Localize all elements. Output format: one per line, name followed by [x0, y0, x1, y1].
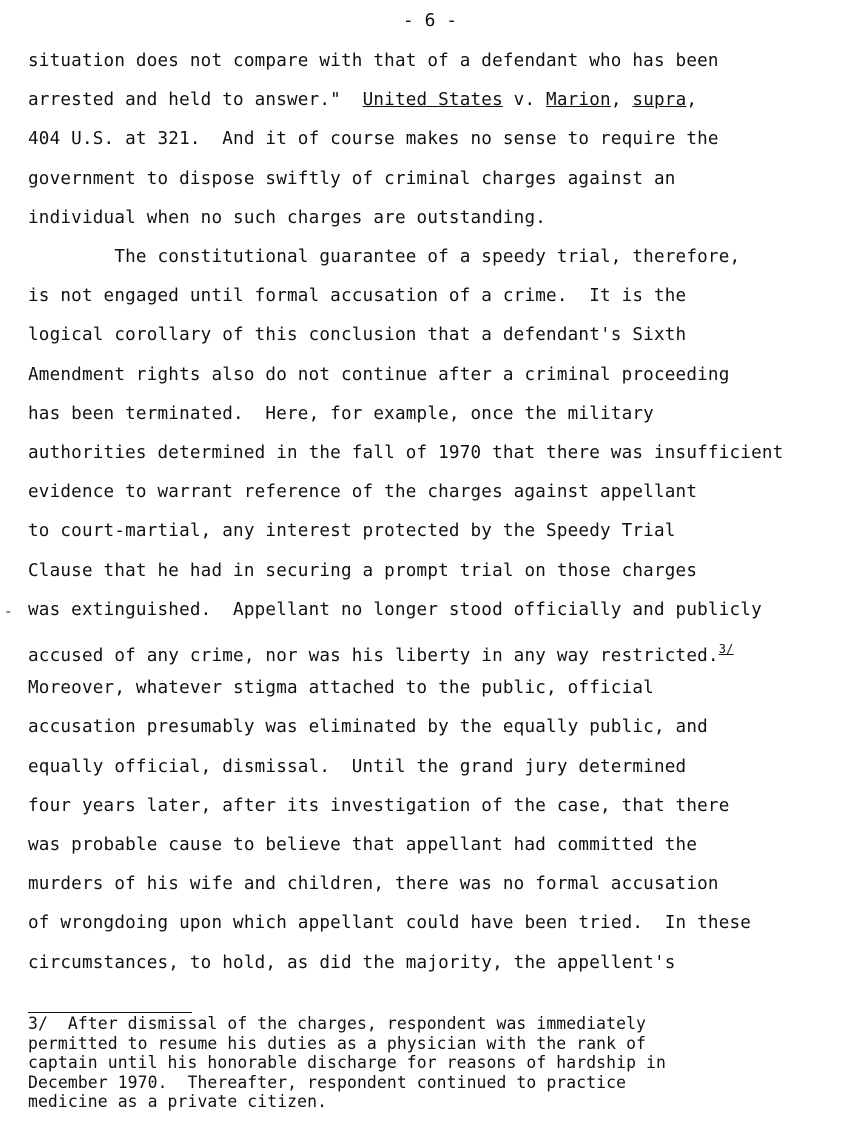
footnote-line: medicine as a private citizen. — [28, 1092, 328, 1112]
citation-text: supra — [632, 90, 687, 111]
line-text: evidence to warrant reference of the charges against appellant — [28, 482, 698, 503]
line-text: has been terminated. Here, for example, once the military — [28, 403, 654, 424]
footnote-rule — [28, 1012, 192, 1013]
footnote-line: 3/ After dismissal of the charges, respondent was immediately — [28, 1014, 647, 1033]
line-text: Moreover, whatever stigma attached to the public, official — [28, 678, 654, 699]
line-text: authorities determined in the fall of 1970 that there was insufficient — [28, 443, 784, 463]
line-text: was extinguished. Appellant no longer stood officially and publicly — [28, 599, 762, 620]
body-line — [28, 834, 697, 856]
line-text: equally official, dismissal. Until the grand jury determined — [28, 756, 687, 777]
body-line — [28, 560, 697, 582]
body-line — [28, 952, 676, 974]
body-line — [28, 207, 546, 229]
citation-text: Marion — [546, 90, 611, 111]
body-line — [28, 873, 719, 895]
line-text: accusation presumably was eliminated by the equally public, and — [28, 717, 708, 738]
footnote-line: captain until his honorable discharge for reasons of hardship in — [28, 1053, 666, 1073]
body-line — [28, 403, 654, 425]
line-text: was probable cause to believe that appellant had committed the — [28, 835, 698, 855]
citation-text: United States — [362, 90, 503, 111]
body-line — [28, 285, 686, 307]
line-text: murders of his wife and children, there was no formal accusation — [28, 874, 719, 895]
footnote-line: December 1970. Thereafter, respondent continued to practice — [28, 1072, 627, 1092]
line-text: 404 U.S. at 321. And it of course makes no sense to require the — [28, 129, 719, 150]
body-line — [28, 128, 719, 150]
line-text: situation does not compare with that of a defendant who has been — [28, 51, 719, 71]
body-line — [28, 89, 697, 111]
margin-mark: - — [4, 604, 13, 620]
line-text: circumstances, to hold, as did the majority, the appellent's — [28, 952, 676, 973]
line-text: v. — [502, 90, 547, 111]
body-line — [28, 50, 719, 72]
footnote-line: permitted to resume his duties as a physician with the rank of — [28, 1033, 647, 1053]
line-text: of wrongdoing upon which appellant could have been tried. In these — [28, 913, 752, 934]
line-text: to court-martial, any interest protected by the Speedy Trial — [28, 521, 676, 542]
body-line — [28, 716, 708, 738]
body-line — [28, 481, 697, 503]
body-line — [28, 442, 783, 464]
footnote-reference: 3/ — [718, 642, 734, 656]
body-line — [28, 599, 762, 621]
line-text: accused of any crime, nor was his liberty in any way restricted. — [28, 646, 719, 666]
line-text: The constitutional guarantee of a speedy trial, therefore, — [28, 247, 741, 267]
line-text: arrested and held to answer." — [28, 90, 363, 111]
line-text: is not engaged until formal accusation of a crime. It is the — [28, 286, 687, 307]
body-line — [28, 246, 740, 268]
body-line — [28, 795, 730, 817]
line-text: Amendment rights also do not continue after a criminal proceeding — [28, 364, 730, 385]
body-line — [28, 168, 676, 190]
body-line — [28, 912, 751, 934]
line-text: , — [686, 90, 698, 111]
body-line — [28, 638, 734, 667]
line-text: four years later, after its investigation of the case, that there — [28, 795, 730, 816]
line-text: , — [610, 90, 633, 111]
line-text: Clause that he had in securing a prompt trial on those charges — [28, 560, 698, 581]
body-line — [28, 677, 654, 699]
body-line — [28, 324, 686, 346]
line-text: government to dispose swiftly of criminal charges against an — [28, 168, 676, 189]
body-line — [28, 364, 730, 386]
page-number: - 6 - — [402, 10, 458, 31]
line-text: individual when no such charges are outstanding. — [28, 207, 547, 228]
body-line — [28, 520, 676, 542]
line-text: logical corollary of this conclusion that a defendant's Sixth — [28, 325, 687, 346]
body-line — [28, 756, 686, 778]
